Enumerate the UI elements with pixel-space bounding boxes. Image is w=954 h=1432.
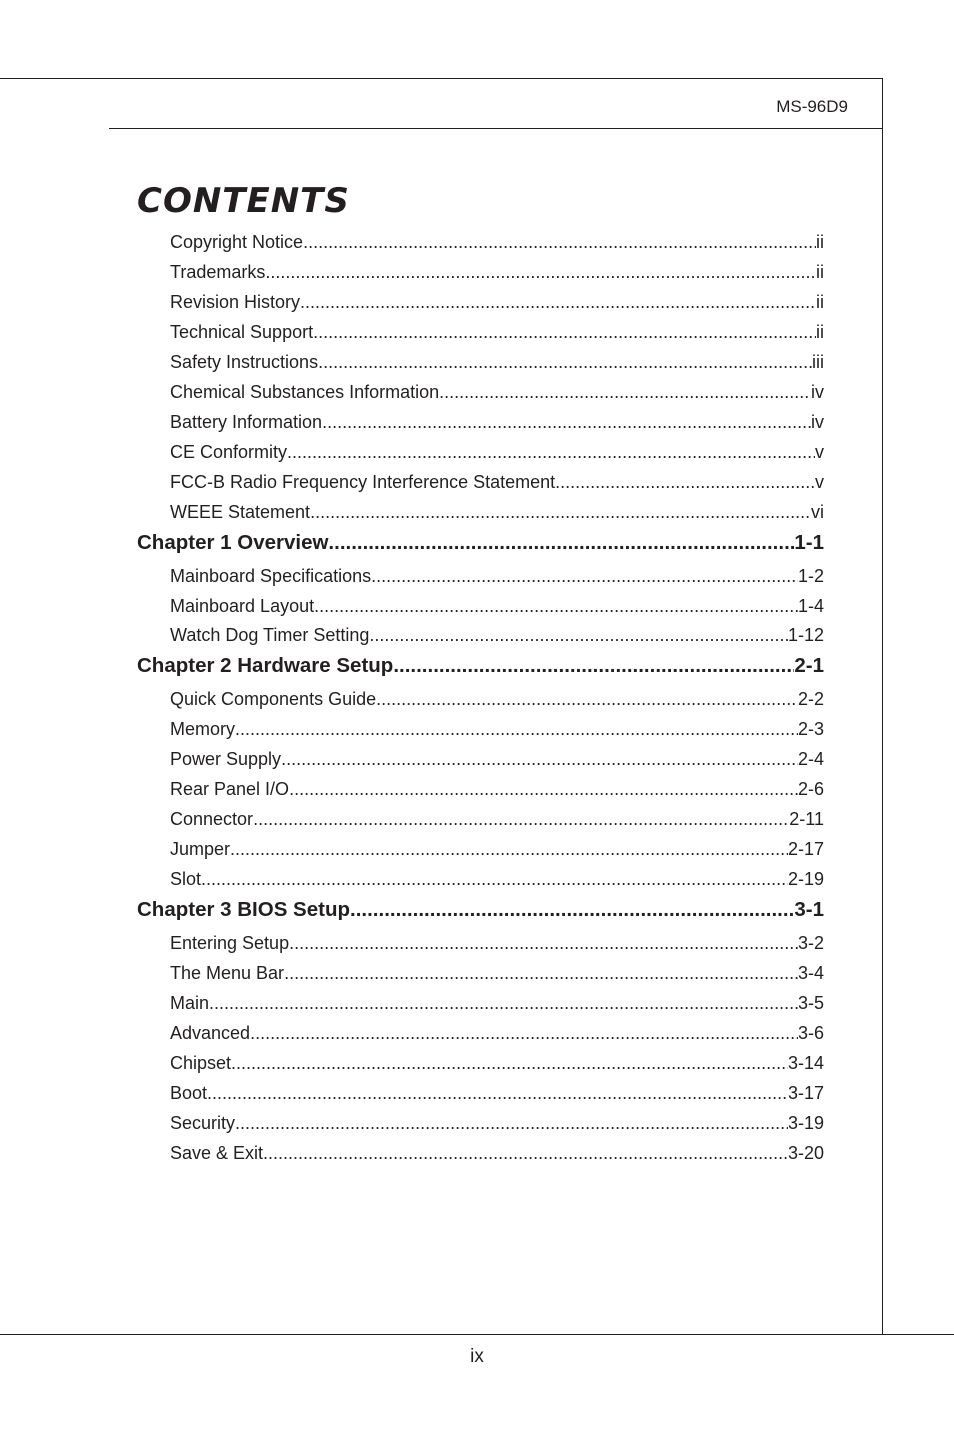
toc-leader-dots	[289, 779, 798, 800]
toc-entry-page: 1-2	[797, 565, 824, 586]
toc-chapter-entry[interactable]	[137, 531, 824, 559]
toc-section-entry[interactable]	[170, 963, 824, 987]
toc-entry-page: ii	[816, 232, 824, 252]
toc-section-entry[interactable]	[170, 719, 824, 743]
toc-entry-page: 2-6	[797, 779, 824, 800]
toc-entry-label: Advanced	[170, 1023, 251, 1043]
toc-leader-dots	[439, 382, 811, 403]
toc-section-entry[interactable]	[170, 502, 824, 526]
toc-entry-page: 2-2	[797, 689, 824, 710]
toc-section-entry[interactable]	[170, 566, 824, 590]
toc-entry-page: 2-17	[787, 839, 824, 860]
toc-entry-label: Save & Exit	[170, 1142, 264, 1163]
toc-entry-page: ii	[816, 321, 824, 342]
toc-entry-page: vi	[811, 501, 824, 522]
toc-section-entry[interactable]	[170, 749, 824, 773]
toc-entry-page: iii	[812, 351, 824, 372]
toc-entry-label: Memory	[170, 719, 236, 740]
toc-entry-label: Power Supply	[170, 749, 282, 770]
toc-section-entry[interactable]	[170, 1053, 824, 1077]
toc-leader-dots	[250, 1023, 798, 1044]
toc-leader-dots	[555, 472, 815, 493]
toc-leader-dots	[263, 1143, 788, 1164]
toc-entry-label: Security	[170, 1112, 236, 1133]
toc-leader-dots	[201, 869, 788, 890]
toc-leader-dots	[281, 749, 798, 770]
toc-entry-label: Quick Components Guide	[170, 689, 377, 710]
toc-entry-page: 2-1	[794, 654, 824, 678]
toc-entry-page: 3-20	[787, 1142, 824, 1163]
model-number: MS-96D9	[776, 97, 848, 116]
toc-entry-label: Revision History	[170, 291, 301, 312]
toc-leader-dots	[350, 898, 794, 922]
toc-section-entry[interactable]	[170, 1023, 824, 1047]
toc-leader-dots	[314, 596, 798, 617]
page-title: CONTENTS	[137, 181, 350, 221]
toc-leader-dots	[310, 502, 811, 523]
toc-leader-dots	[313, 322, 816, 343]
toc-entry-page: ii	[816, 261, 824, 282]
toc-entry-page: 2-3	[797, 719, 824, 740]
toc-section-entry[interactable]	[170, 779, 824, 803]
toc-entry-page: v	[815, 441, 824, 462]
toc-entry-label: Chapter 1 Overview	[137, 530, 329, 554]
toc-entry-label: Connector	[170, 809, 254, 830]
toc-entry-label: WEEE Statement	[170, 501, 311, 522]
toc-entry-page: 3-19	[787, 1112, 824, 1133]
toc-entry-page: iv	[811, 411, 824, 432]
toc-leader-dots	[235, 719, 798, 740]
toc-section-entry[interactable]	[170, 933, 824, 957]
toc-section-entry[interactable]	[170, 262, 824, 286]
toc-leader-dots	[265, 262, 816, 283]
toc-section-entry[interactable]	[170, 442, 824, 466]
toc-section-entry[interactable]	[170, 1143, 824, 1167]
toc-chapter-entry[interactable]	[137, 898, 824, 926]
toc-leader-dots	[300, 292, 816, 313]
toc-entry-label: Mainboard Specifications	[170, 565, 372, 586]
toc-entry-page: 3-6	[797, 1023, 824, 1043]
toc-leader-dots	[328, 531, 794, 555]
toc-section-entry[interactable]	[170, 1113, 824, 1137]
toc-entry-page: 1-1	[794, 530, 824, 554]
toc-entry-label: CE Conformity	[170, 441, 288, 462]
toc-entry-label: Mainboard Layout	[170, 595, 315, 616]
toc-entry-label: Jumper	[170, 839, 231, 860]
toc-entry-page: 3-1	[794, 898, 824, 922]
toc-entry-page: 2-4	[797, 749, 824, 770]
toc-leader-dots	[318, 352, 812, 373]
toc-entry-label: Rear Panel I/O	[170, 779, 290, 800]
toc-section-entry[interactable]	[170, 412, 824, 436]
toc-section-entry[interactable]	[170, 352, 824, 376]
toc-entry-label: FCC-B Radio Frequency Interference Statement	[170, 471, 556, 492]
toc-leader-dots	[322, 412, 811, 433]
toc-entry-page: 1-4	[797, 595, 824, 616]
toc-leader-dots	[289, 933, 798, 954]
toc-section-entry[interactable]	[170, 292, 824, 316]
toc-chapter-entry[interactable]	[137, 654, 824, 682]
toc-leader-dots	[231, 1053, 788, 1074]
toc-entry-page: 2-19	[787, 869, 824, 890]
top-rule	[0, 78, 883, 79]
bottom-rule	[0, 1334, 954, 1335]
toc-entry-page: 1-12	[787, 625, 824, 646]
toc-entry-page: 2-11	[789, 809, 824, 830]
toc-entry-page: 3-5	[797, 993, 824, 1014]
toc-section-entry[interactable]	[170, 993, 824, 1017]
toc-leader-dots	[230, 839, 788, 860]
toc-leader-dots	[284, 963, 798, 984]
toc-entry-page: 3-2	[797, 933, 824, 954]
toc-section-entry[interactable]	[170, 839, 824, 863]
toc-leader-dots	[235, 1113, 788, 1134]
toc-section-entry[interactable]	[170, 689, 824, 713]
toc-entry-page: 3-4	[797, 963, 824, 984]
toc-entry-label: Slot	[170, 869, 202, 890]
toc-leader-dots	[376, 689, 798, 710]
toc-leader-dots	[209, 993, 798, 1014]
toc-leader-dots	[287, 442, 815, 463]
toc-leader-dots	[253, 809, 789, 830]
toc-entry-label: Boot	[170, 1082, 208, 1103]
toc-entry-label: Copyright Notice	[170, 232, 304, 252]
toc-entry-label: Safety Instructions	[170, 351, 319, 372]
toc-entry-label: Battery Information	[170, 411, 323, 432]
toc-entry-label: Watch Dog Timer Setting	[170, 625, 370, 646]
toc-entry-label: Main	[170, 993, 210, 1014]
right-rule	[882, 78, 883, 1335]
toc-leader-dots	[369, 625, 788, 646]
page-number: ix	[470, 1346, 484, 1367]
toc-section-entry[interactable]	[170, 596, 824, 620]
toc-section-entry[interactable]	[170, 869, 824, 893]
toc-section-entry[interactable]	[170, 625, 824, 649]
toc-section-entry[interactable]	[170, 232, 824, 256]
toc-entry-page: 3-17	[787, 1082, 824, 1103]
toc-entry-label: Entering Setup	[170, 933, 290, 954]
toc-entry-page: v	[815, 471, 824, 492]
header-rule	[109, 128, 883, 129]
toc-section-entry[interactable]	[170, 1083, 824, 1107]
toc-entry-page: 3-14	[787, 1052, 824, 1073]
toc-entry-label: Chapter 2 Hardware Setup	[137, 654, 394, 678]
toc-entry-page: iv	[811, 381, 824, 402]
toc-leader-dots	[303, 232, 816, 253]
toc-entry-page: ii	[816, 291, 824, 312]
toc-entry-label: The Menu Bar	[170, 963, 285, 984]
toc-leader-dots	[207, 1083, 788, 1104]
toc-entry-label: Chemical Substances Information	[170, 381, 440, 402]
toc-section-entry[interactable]	[170, 472, 824, 496]
toc-entry-label: Chapter 3 BIOS Setup	[137, 898, 351, 922]
toc-leader-dots	[393, 654, 794, 678]
toc-entry-label: Technical Support	[170, 321, 314, 342]
toc-section-entry[interactable]	[170, 382, 824, 406]
toc-section-entry[interactable]	[170, 322, 824, 346]
toc-section-entry[interactable]	[170, 809, 824, 833]
toc-entry-label: Chipset	[170, 1052, 232, 1073]
toc-leader-dots	[371, 566, 798, 587]
toc-entry-label: Trademarks	[170, 261, 266, 282]
